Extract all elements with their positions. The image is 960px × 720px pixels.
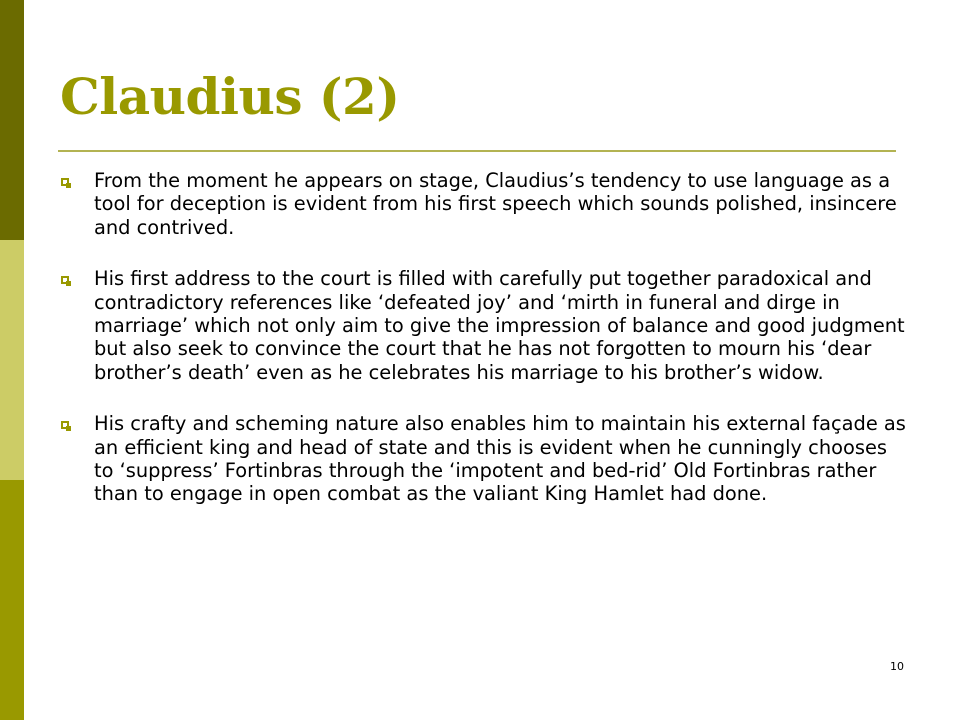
bullet-item — [60, 267, 910, 384]
slide-title: Claudius (2) — [60, 67, 400, 126]
sidebar-segment-middle — [0, 240, 24, 480]
slide-number: 10 — [890, 660, 904, 673]
bullet-list — [60, 169, 910, 534]
square-bullet-icon — [61, 276, 69, 284]
sidebar-segment-top — [0, 0, 24, 240]
square-bullet-icon — [61, 178, 69, 186]
title-divider — [58, 150, 896, 152]
bullet-text: His first address to the court is filled with carefully put together paradoxical and contradictory references like ‘defeated joy’ and ‘mirth in funeral and dirge in marriage’ which not only aim to give the impression of balance and good judgment but also seek to convince the court that he has not forgotten to mourn his ‘dear brother’s death’ even as he celebrates his marriage to his brother’s widow. — [94, 267, 905, 384]
square-bullet-icon — [61, 421, 69, 429]
bullet-item — [60, 169, 910, 239]
bullet-text: His crafty and scheming nature also enables him to maintain his external façade as an efficient king and head of state and this is evident when he cunningly chooses to ‘suppress’ Fortinbras through the ‘impotent and bed-rid’ Old Fortinbras rather than to engage in open combat as the valiant King Hamlet had done. — [94, 412, 906, 506]
sidebar-segment-bottom — [0, 480, 24, 720]
bullet-text: From the moment he appears on stage, Claudius’s tendency to use language as a tool for deception is evident from his first speech which sounds polished, insincere and contrived. — [94, 169, 897, 239]
bullet-item — [60, 412, 910, 506]
